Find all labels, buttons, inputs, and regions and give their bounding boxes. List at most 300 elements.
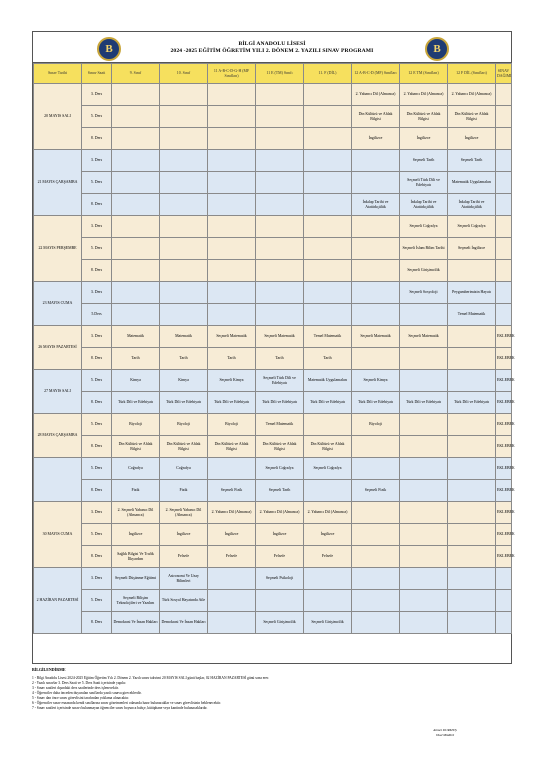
subject-cell: Seçmeli Psikoloji	[256, 568, 304, 590]
column-header-distribution: SINAV DAĞIMI	[496, 64, 512, 84]
subject-cell	[448, 436, 496, 458]
subject-cell	[256, 84, 304, 106]
exam-slot: 8. Ders	[82, 128, 112, 150]
subject-cell: Seçmeli Tarih	[256, 480, 304, 502]
subject-cell: Temel Matematik	[256, 414, 304, 436]
subject-cell	[112, 128, 160, 150]
subject-cell: İngilizce	[160, 524, 208, 546]
subject-cell	[112, 260, 160, 282]
exam-slot: 5.Ders	[82, 304, 112, 326]
schedule-row	[34, 304, 512, 326]
subject-cell	[400, 436, 448, 458]
schedule-row	[34, 106, 512, 128]
subject-cell	[304, 150, 352, 172]
subject-cell	[304, 304, 352, 326]
subject-cell	[256, 282, 304, 304]
subject-cell	[448, 502, 496, 524]
subject-cell	[448, 480, 496, 502]
subject-cell: İnkılap Tarihi ve Atatürkçülük	[448, 194, 496, 216]
exam-slot: 3. Ders	[82, 150, 112, 172]
exam-slot: 8. Ders	[82, 612, 112, 634]
distribution-cell: EKLEBEK	[496, 480, 512, 502]
subject-cell: Seçmeli Coğrafya	[256, 458, 304, 480]
subject-cell	[112, 304, 160, 326]
distribution-cell	[496, 238, 512, 260]
distribution-cell	[496, 568, 512, 590]
subject-cell	[400, 502, 448, 524]
distribution-cell	[496, 84, 512, 106]
subject-cell: Biyoloji	[112, 414, 160, 436]
subject-cell	[448, 546, 496, 568]
subject-cell	[352, 260, 400, 282]
subject-cell	[400, 370, 448, 392]
subject-cell: Türk Dili ve Edebiyatı	[112, 392, 160, 414]
subject-cell	[256, 238, 304, 260]
schedule-row	[34, 502, 512, 524]
subject-cell: Seçmeli Coğrafya	[304, 458, 352, 480]
subject-cell: Tarih	[112, 348, 160, 370]
subject-cell	[208, 260, 256, 282]
note-item: 5 - Sınav dan önce sınav görevlisini tarafından yoklama alınacaktır.	[32, 696, 130, 700]
distribution-cell: EKLEBEK	[496, 458, 512, 480]
subject-cell	[448, 260, 496, 282]
schedule-row	[34, 282, 512, 304]
subject-cell: Tarih	[256, 348, 304, 370]
subject-cell	[352, 436, 400, 458]
subject-cell: Seçmeli Türk Dili ve Edebiyatı	[400, 172, 448, 194]
document-header	[33, 32, 511, 63]
subject-cell	[160, 282, 208, 304]
distribution-cell	[496, 216, 512, 238]
exam-date: 21 MAYIS ÇARŞAMBA	[34, 150, 82, 216]
subject-cell: Din Kültürü ve Ahlak Bilgisi	[304, 436, 352, 458]
subject-cell: Coğrafya	[160, 458, 208, 480]
distribution-cell	[496, 194, 512, 216]
exam-slot: 8. Ders	[82, 480, 112, 502]
subject-cell	[352, 238, 400, 260]
subject-cell	[304, 480, 352, 502]
schedule-row	[34, 590, 512, 612]
subject-cell: İngilizce	[208, 524, 256, 546]
note-item: 6 - Öğrenciler sınav esnasında kendi sınıflarına sınav gözetmenleri odasında hazır bulunacaklar ve sınav görevlisinin beklenecektir.	[32, 701, 222, 705]
subject-cell	[400, 480, 448, 502]
subject-cell: İngilizce	[400, 128, 448, 150]
exam-slot: 3. Ders	[82, 282, 112, 304]
subject-cell: Temel Matematik	[448, 304, 496, 326]
column-header-11-f: 11. F (DİL)	[304, 64, 352, 84]
subject-cell	[352, 524, 400, 546]
subject-cell	[160, 260, 208, 282]
subject-cell: Seçmeli Tarih	[400, 150, 448, 172]
subject-cell: Seçmeli Girişimcilik	[304, 612, 352, 634]
subject-cell: Seçmeli Fizik	[208, 480, 256, 502]
subject-cell: İnkılap Tarihi ve Atatürkçülük	[352, 194, 400, 216]
schedule-row	[34, 238, 512, 260]
subject-cell	[448, 414, 496, 436]
exam-slot: 8. Ders	[82, 194, 112, 216]
subject-cell: Türk Sosyal Hayatında Aile	[160, 590, 208, 612]
subject-cell	[304, 568, 352, 590]
exam-slot: 5. Ders	[82, 458, 112, 480]
subject-cell: Din Kültürü ve Ahlak Bilgisi	[448, 106, 496, 128]
subject-cell: Fizik	[112, 480, 160, 502]
distribution-cell: EKLEBEK	[496, 414, 512, 436]
subject-cell	[304, 282, 352, 304]
exam-slot: 3. Ders	[82, 502, 112, 524]
schedule-row	[34, 546, 512, 568]
school-name: BİLGİ ANADOLU LİSESİ	[238, 41, 306, 47]
subject-cell: 2. Yabancı Dil (Almanca)	[304, 502, 352, 524]
distribution-cell	[496, 282, 512, 304]
exam-slot: 5. Ders	[82, 590, 112, 612]
schedule-row	[34, 128, 512, 150]
column-header-12-f: 12 F DİL (Sınıfları)	[448, 64, 496, 84]
subject-cell	[112, 106, 160, 128]
subject-cell	[400, 524, 448, 546]
subject-cell	[400, 414, 448, 436]
distribution-cell: EKLEBEK	[496, 546, 512, 568]
distribution-cell: EKLEBEK	[496, 326, 512, 348]
principal-name: Ahmet DURMUŞ	[433, 728, 457, 732]
schedule-row	[34, 172, 512, 194]
subject-cell	[448, 458, 496, 480]
notes-section	[32, 667, 492, 711]
exam-slot: 8. Ders	[82, 392, 112, 414]
subject-cell: Seçmeli Matematik	[208, 326, 256, 348]
subject-cell: 2. Yabancı Dil (Almanca)	[400, 84, 448, 106]
subject-cell: Seçmeli Matematik	[352, 326, 400, 348]
exam-date: 30 MAYIS CUMA	[34, 502, 82, 568]
subject-cell: Tarih	[208, 348, 256, 370]
subject-cell: Seçmeli Kimya	[208, 370, 256, 392]
schedule-body	[34, 84, 515, 634]
schedule-row	[34, 150, 512, 172]
column-header-date: Sınav Tarihi	[34, 64, 82, 84]
subject-cell: Seçmeli Sosyoloji	[400, 282, 448, 304]
schedule-row	[34, 458, 512, 480]
subject-cell: İngilizce	[304, 524, 352, 546]
subject-cell	[448, 524, 496, 546]
subject-cell	[160, 150, 208, 172]
subject-cell: 2. Seçmeli Yabancı Dil (Almanca)	[160, 502, 208, 524]
subject-cell: Türk Dili ve Edebiyatı	[304, 392, 352, 414]
subject-cell: Sağlık Bilgisi Ve Trafik İlkyardım	[112, 546, 160, 568]
subject-cell	[256, 304, 304, 326]
subject-cell	[160, 84, 208, 106]
exam-date: 2 HAZİRAN PAZARTESİ	[34, 568, 82, 634]
column-header-grade-10: 10. Sınıf	[160, 64, 208, 84]
subject-cell	[352, 216, 400, 238]
subject-cell: Din Kültürü ve Ahlak Bilgisi	[352, 106, 400, 128]
subject-cell	[304, 128, 352, 150]
subject-cell	[112, 238, 160, 260]
subject-cell: Din Kültürü ve Ahlak Bilgisi	[112, 436, 160, 458]
subject-cell: Din Kültürü ve Ahlak Bilgisi	[256, 436, 304, 458]
note-item: 1 - Bilgi Anadolu Lisesi 2024-2025 Eğitim Öğretim Yılı 2. Dönem 2. Yazılı sınav takvimi 20 MAYIS SALI günü başlar, 02 HAZİRAN PAZARTESİ günü sona erer.	[32, 676, 270, 680]
distribution-cell	[496, 260, 512, 282]
schedule-row	[34, 348, 512, 370]
subject-cell: Demokrasi Ve İnsan Hakları	[112, 612, 160, 634]
subject-cell: Türk Dili ve Edebiyatı	[256, 392, 304, 414]
subject-cell	[352, 612, 400, 634]
subject-cell: Seçmeli Tarih	[448, 150, 496, 172]
subject-cell: Din Kültürü ve Ahlak Bilgisi	[160, 436, 208, 458]
exam-slot: 5. Ders	[82, 238, 112, 260]
subject-cell	[256, 216, 304, 238]
schedule-row	[34, 392, 512, 414]
subject-cell	[304, 106, 352, 128]
schedule-row	[34, 612, 512, 634]
distribution-cell	[496, 172, 512, 194]
subject-cell: Matematik Uygulamaları	[304, 370, 352, 392]
column-header-11-mf: 11 A-B-C-D-G-H (MF Sınıfları)	[208, 64, 256, 84]
subject-cell	[160, 172, 208, 194]
subject-cell	[256, 590, 304, 612]
subject-cell	[208, 612, 256, 634]
schedule-row	[34, 370, 512, 392]
column-header-12-e: 12 E TM (Sınıfları)	[400, 64, 448, 84]
subject-cell	[160, 106, 208, 128]
subject-cell: 2. Yabancı Dil (Almanca)	[352, 84, 400, 106]
subject-cell	[304, 590, 352, 612]
subject-cell: Seçmeli Coğrafya	[448, 216, 496, 238]
subject-cell: Biyoloji	[160, 414, 208, 436]
exam-date: 20 MAYIS SALI	[34, 84, 82, 150]
note-item: 4 - Öğrenciler daha önceden duyurulan sınıflarda yazılı sınava gireceklerdir.	[32, 691, 142, 695]
subject-cell	[400, 458, 448, 480]
subject-cell: 2. Seçmeli Yabancı Dil (Almanca)	[112, 502, 160, 524]
subject-cell	[160, 216, 208, 238]
column-header-12-mf: 12 A-B-C-D (MF) Sınıfları	[352, 64, 400, 84]
subject-cell: Coğrafya	[112, 458, 160, 480]
notes-title: BİLGİLENDİRME	[32, 667, 66, 672]
subject-cell: Felsefe	[160, 546, 208, 568]
principal-title: Okul Müdürü	[435, 732, 455, 737]
subject-cell	[112, 84, 160, 106]
subject-cell	[400, 546, 448, 568]
subject-cell	[208, 128, 256, 150]
subject-cell	[112, 172, 160, 194]
subject-cell	[352, 348, 400, 370]
subject-cell	[304, 414, 352, 436]
subject-cell	[352, 282, 400, 304]
exam-slot: 3. Ders	[82, 568, 112, 590]
subject-cell	[352, 172, 400, 194]
distribution-cell	[496, 612, 512, 634]
exam-slot: 8. Ders	[82, 546, 112, 568]
subject-cell: Seçmeli Düşünme Eğitimi	[112, 568, 160, 590]
subject-cell: Demokrasi Ve İnsan Hakları	[160, 612, 208, 634]
subject-cell: Din Kültürü ve Ahlak Bilgisi	[400, 106, 448, 128]
subject-cell	[208, 84, 256, 106]
schedule-row	[34, 260, 512, 282]
subject-cell	[448, 370, 496, 392]
distribution-cell: EKLEBEK	[496, 370, 512, 392]
subject-cell	[256, 172, 304, 194]
distribution-cell	[496, 128, 512, 150]
subject-cell	[112, 194, 160, 216]
schedule-row	[34, 568, 512, 590]
school-logo-right: B	[425, 37, 449, 61]
subject-cell	[208, 238, 256, 260]
subject-cell	[352, 458, 400, 480]
subject-cell	[208, 590, 256, 612]
subject-cell: Biyoloji	[208, 414, 256, 436]
subject-cell	[448, 326, 496, 348]
subject-cell: Astronomi Ve Uzay Bilimleri	[160, 568, 208, 590]
exam-date	[34, 458, 82, 502]
subject-cell	[208, 106, 256, 128]
exam-date: 22 MAYIS PERŞEMBE	[34, 216, 82, 282]
subject-cell	[208, 568, 256, 590]
subject-cell: Seçmeli Girişimcilik	[400, 260, 448, 282]
schedule-row	[34, 194, 512, 216]
subject-cell: Biyoloji	[352, 414, 400, 436]
subject-cell: Seçmeli İngilizce	[448, 238, 496, 260]
exam-date: 28 MAYIS ÇARŞAMBA	[34, 414, 82, 458]
subject-cell: Felsefe	[304, 546, 352, 568]
subject-cell	[160, 128, 208, 150]
subject-cell	[304, 172, 352, 194]
subject-cell: Din Kültürü ve Ahlak Bilgisi	[208, 436, 256, 458]
subject-cell	[352, 568, 400, 590]
subject-cell	[304, 84, 352, 106]
subject-cell	[256, 260, 304, 282]
subject-cell	[304, 238, 352, 260]
subject-cell	[112, 216, 160, 238]
exam-slot: 5. Ders	[82, 524, 112, 546]
subject-cell: Kimya	[160, 370, 208, 392]
exam-date: 23 MAYIS CUMA	[34, 282, 82, 326]
exam-date: 26 MAYIS PAZARTESİ	[34, 326, 82, 370]
subject-cell	[208, 458, 256, 480]
subject-cell	[208, 216, 256, 238]
subject-cell: Fizik	[160, 480, 208, 502]
distribution-cell: EKLEBEK	[496, 436, 512, 458]
subject-cell: Türk Dili ve Edebiyatı	[352, 392, 400, 414]
subject-cell	[400, 348, 448, 370]
subject-cell: Tarih	[160, 348, 208, 370]
subject-cell	[256, 106, 304, 128]
subject-cell: İnkılap Tarihi ve Atatürkçülük	[400, 194, 448, 216]
subject-cell: İngilizce	[256, 524, 304, 546]
schedule-row	[34, 414, 512, 436]
signature-block	[420, 728, 470, 737]
subject-cell	[352, 150, 400, 172]
exam-slot: 5. Ders	[82, 414, 112, 436]
column-header-slot: Sınav Saati	[82, 64, 112, 84]
note-item: 2 - Yazılı sınavlar 3. Ders Saati ve 5. Ders Saati içerisinde yapılır.	[32, 681, 127, 685]
subject-cell: 2. Yabancı Dil (Almanca)	[256, 502, 304, 524]
subject-cell	[208, 194, 256, 216]
subject-cell	[448, 590, 496, 612]
program-frame	[32, 31, 515, 664]
subject-cell: Seçmeli Coğrafya	[400, 216, 448, 238]
subject-cell: Seçmeli Kimya	[352, 370, 400, 392]
subject-cell	[256, 128, 304, 150]
subject-cell: 2. Yabancı Dil (Almanca)	[208, 502, 256, 524]
schedule-row	[34, 524, 512, 546]
subject-cell: İngilizce	[448, 128, 496, 150]
subject-cell	[400, 304, 448, 326]
subject-cell	[304, 260, 352, 282]
schedule-row	[34, 84, 512, 106]
schedule-row	[34, 436, 512, 458]
subject-cell: Matematik	[160, 326, 208, 348]
exam-slot: 8. Ders	[82, 436, 112, 458]
subject-cell: Seçmeli Matematik	[400, 326, 448, 348]
subject-cell: Türk Dili ve Edebiyatı	[160, 392, 208, 414]
subject-cell: 2. Yabancı Dil (Almanca)	[448, 84, 496, 106]
column-header-grade-9: 9. Sınıf	[112, 64, 160, 84]
subject-cell	[256, 150, 304, 172]
exam-slot: 3. Ders	[82, 84, 112, 106]
subject-cell	[112, 282, 160, 304]
exam-slot: 3. Ders	[82, 216, 112, 238]
subject-cell	[448, 348, 496, 370]
distribution-cell	[496, 590, 512, 612]
subject-cell: Tarih	[304, 348, 352, 370]
exam-slot: 5. Ders	[82, 106, 112, 128]
distribution-cell	[496, 106, 512, 128]
distribution-cell: EKLEBEK	[496, 392, 512, 414]
subject-cell: Türk Dili ve Edebiyatı	[448, 392, 496, 414]
subject-cell	[208, 150, 256, 172]
subject-cell	[160, 304, 208, 326]
note-item: 7 - Sınav saatleri içerisinde sınavı bulunmayan öğrenciler sınav boyunca bahçe, kütüphane veya kantinde bulunacaklardır.	[32, 706, 208, 710]
exam-schedule-table	[33, 63, 515, 634]
exam-date: 27 MAYIS SALI	[34, 370, 82, 414]
exam-slot: 3. Ders	[82, 326, 112, 348]
note-item: 3 - Sınav saatleri dışındaki ders saatlerinde ders işlenecektir.	[32, 686, 119, 690]
subject-cell	[400, 568, 448, 590]
subject-cell: Türk Dili ve Edebiyatı	[208, 392, 256, 414]
subject-cell	[352, 590, 400, 612]
distribution-cell	[496, 304, 512, 326]
exam-slot: 5. Ders	[82, 370, 112, 392]
subject-cell	[352, 546, 400, 568]
exam-slot: 8. Ders	[82, 348, 112, 370]
subject-cell	[160, 194, 208, 216]
subject-cell: Temel Matematik	[304, 326, 352, 348]
distribution-cell	[496, 150, 512, 172]
subject-cell: Peygamberimizin Hayatı	[448, 282, 496, 304]
subject-cell: Seçmeli Girişimcilik	[256, 612, 304, 634]
subject-cell	[400, 590, 448, 612]
subject-cell	[448, 568, 496, 590]
subject-cell: İngilizce	[112, 524, 160, 546]
subject-cell: Felsefe	[256, 546, 304, 568]
subject-cell: Kimya	[112, 370, 160, 392]
exam-slot: 5. Ders	[82, 172, 112, 194]
subject-cell: Felsefe	[208, 546, 256, 568]
subject-cell: Matematik	[112, 326, 160, 348]
subject-cell: Seçmeli Bilişim Teknolojileri ve Yazılım	[112, 590, 160, 612]
subject-cell: Seçmeli Fizik	[352, 480, 400, 502]
subject-cell: İngilizce	[352, 128, 400, 150]
distribution-cell: EKLEBEK	[496, 348, 512, 370]
subject-cell	[352, 502, 400, 524]
subject-cell	[160, 238, 208, 260]
subject-cell	[352, 304, 400, 326]
schedule-row	[34, 480, 512, 502]
subject-cell	[208, 304, 256, 326]
subject-cell	[256, 194, 304, 216]
schedule-row	[34, 216, 512, 238]
subject-cell	[208, 172, 256, 194]
subject-cell	[448, 612, 496, 634]
distribution-cell: EKLEBEK	[496, 524, 512, 546]
